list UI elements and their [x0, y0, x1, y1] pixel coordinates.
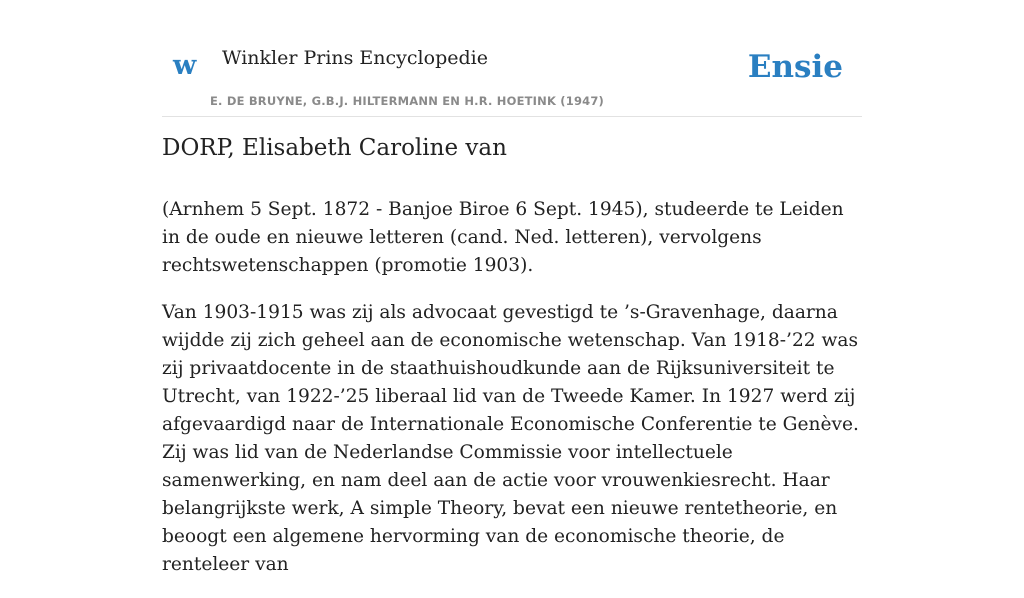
article-paragraph-1: (Arnhem 5 Sept. 1872 - Banjoe Biroe 6 Sept. 1945), studeerde te Leiden in de oude en nieuwe letteren (cand. Ned. letteren), vervolgens rechtswetenschappen (promotie 1903).	[162, 198, 844, 276]
article-paragraph-2: Van 1903-1915 was zij als advocaat gevestigd te ’s-Gravenhage, daarna wijdde zij zich geheel aan de economische wetenschap. Van 1918-’22 was zij privaatdocente in de staathuishoudkunde aan de Rijksuniversiteit te Utrecht, van 1922-’25 liberaal lid van de Tweede Kamer. In 1927 werd zij afgevaardigd naar de Internationale Economische Conferentie te Genève. Zij was lid van de Nederlandse Commissie voor intellectuele samenwerking, en nam deel aan de actie voor vrouwenkiesrecht. Haar belangrijkste werk, A simple Theory, bevat een nieuwe rentetheorie, en beoogt een algemene hervorming van de economische theorie, de renteleer van	[162, 301, 859, 575]
authors-line: E. DE BRUYNE, G.B.J. HILTERMANN EN H.R. HOETINK (1947)	[210, 94, 605, 108]
article	[162, 134, 864, 598]
site-title-link[interactable]: Winkler Prins Encyclopedie	[222, 47, 488, 69]
site-header	[162, 36, 862, 117]
ensie-brand-link[interactable]: Ensie	[747, 49, 843, 85]
article-title: DORP, Elisabeth Caroline van	[162, 135, 507, 161]
site-logo-icon[interactable]: w	[173, 50, 197, 81]
